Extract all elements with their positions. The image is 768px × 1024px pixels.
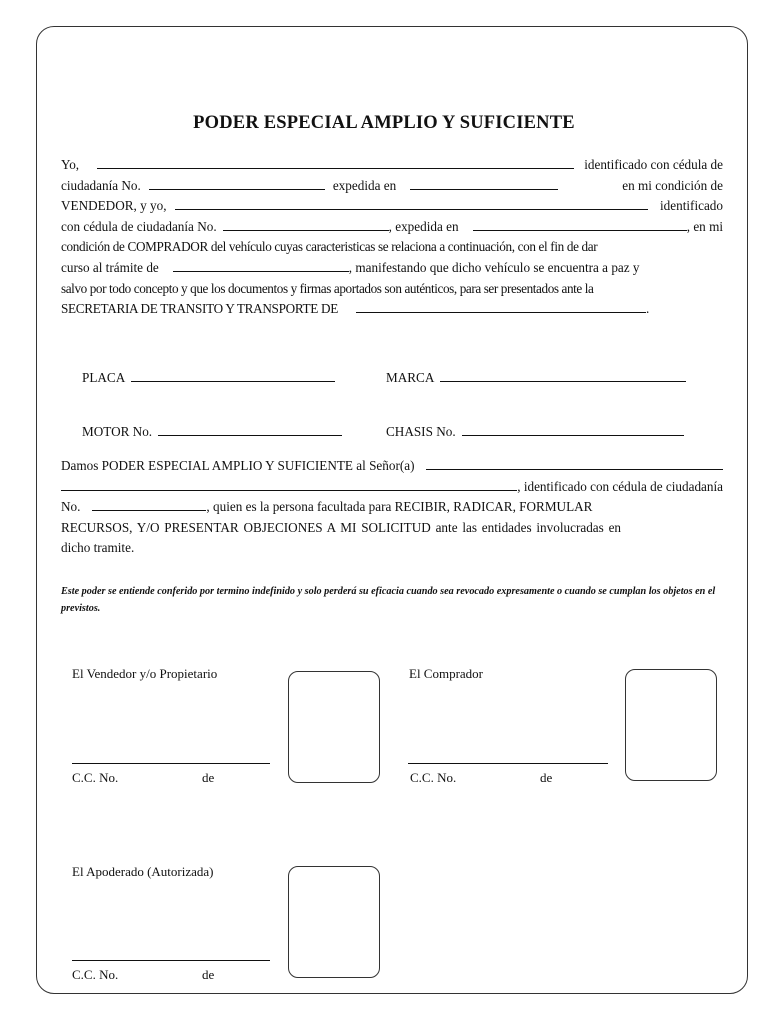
procedure-blank — [173, 260, 349, 272]
field-marca: MARCA — [386, 370, 692, 386]
attorney-name-blank-2 — [61, 479, 517, 491]
text-line: No. , quien es la persona facultada para RECIBIR, RADICAR, FORMULAR — [61, 499, 593, 515]
seller-expedition-blank — [410, 178, 558, 190]
text-line: Yo, identificado con cédula de — [61, 157, 723, 172]
validity-note: Este poder se entiende conferido por termino indefinido y solo perderá su eficacia cuando sea revocado expresamente o cuando se cumplan los objetos en el previstos. — [61, 586, 716, 614]
seller-de-label: de — [202, 770, 215, 785]
seller-signature-line — [72, 763, 270, 764]
transit-office-blank — [356, 301, 646, 313]
placa-blank — [131, 372, 335, 382]
paragraph-main — [61, 155, 723, 320]
buyer-expedition-blank — [473, 219, 687, 231]
attorney-label: El Apoderado (Autorizada) — [72, 864, 214, 879]
attorney-name-blank — [426, 458, 723, 470]
motor-blank — [158, 426, 342, 436]
field-placa: PLACA — [82, 370, 341, 386]
text-line: RECURSOS, Y/O PRESENTAR OBJECIONES A MI SOLICITUD ante las entidades involucradas en — [61, 519, 622, 535]
text-line: VENDEDOR, y yo, identificado — [61, 198, 723, 214]
seller-fingerprint-box — [288, 671, 380, 783]
buyer-de-label: de — [540, 770, 553, 785]
marca-blank — [440, 372, 686, 382]
attorney-cc-label: C.C. No. — [72, 967, 119, 982]
text-line: dicho tramite. — [61, 540, 135, 556]
seller-id-blank — [149, 178, 325, 190]
seller-cc-label: C.C. No. — [72, 770, 119, 785]
buyer-label: El Comprador — [409, 666, 484, 681]
seller-label: El Vendedor y/o Propietario — [72, 666, 218, 681]
buyer-signature-line — [408, 763, 608, 764]
buyer-fingerprint-box — [625, 669, 717, 781]
paragraph-power — [61, 456, 723, 559]
attorney-id-blank — [92, 499, 206, 511]
chasis-blank — [462, 426, 684, 436]
buyer-name-blank — [175, 198, 649, 210]
buyer-cc-label: C.C. No. — [410, 770, 457, 785]
field-motor: MOTOR No. — [82, 424, 348, 440]
text-line: ciudadanía No. expedida en en mi condición de — [61, 177, 723, 193]
field-chasis: CHASIS No. — [386, 424, 690, 440]
text-line: Damos PODER ESPECIAL AMPLIO Y SUFICIENTE al Señor(a) — [61, 456, 723, 477]
text-line: con cédula de ciudadanía No. , expedida en , en mi — [61, 218, 723, 234]
text-line: condición de COMPRADOR del vehículo cuyas caracteristicas se relaciona a continuación, con el fin de dar — [61, 239, 598, 255]
text-line: , identificado con cédula de ciudadanía — [61, 477, 723, 498]
buyer-id-blank — [223, 219, 389, 231]
seller-name-blank — [97, 157, 574, 169]
text-line: curso al trámite de , manifestando que dicho vehículo se encuentra a paz y — [61, 259, 640, 275]
text-line: SECRETARIA DE TRANSITO Y TRANSPORTE DE . — [61, 301, 650, 317]
page-title: PODER ESPECIAL AMPLIO Y SUFICIENTE — [193, 113, 575, 133]
attorney-de-label: de — [202, 967, 215, 982]
attorney-fingerprint-box — [288, 866, 380, 978]
attorney-signature-line — [72, 960, 270, 961]
text-line: salvo por todo concepto y que los documentos y firmas aportados son auténticos, para ser presentados ante la — [61, 280, 594, 296]
